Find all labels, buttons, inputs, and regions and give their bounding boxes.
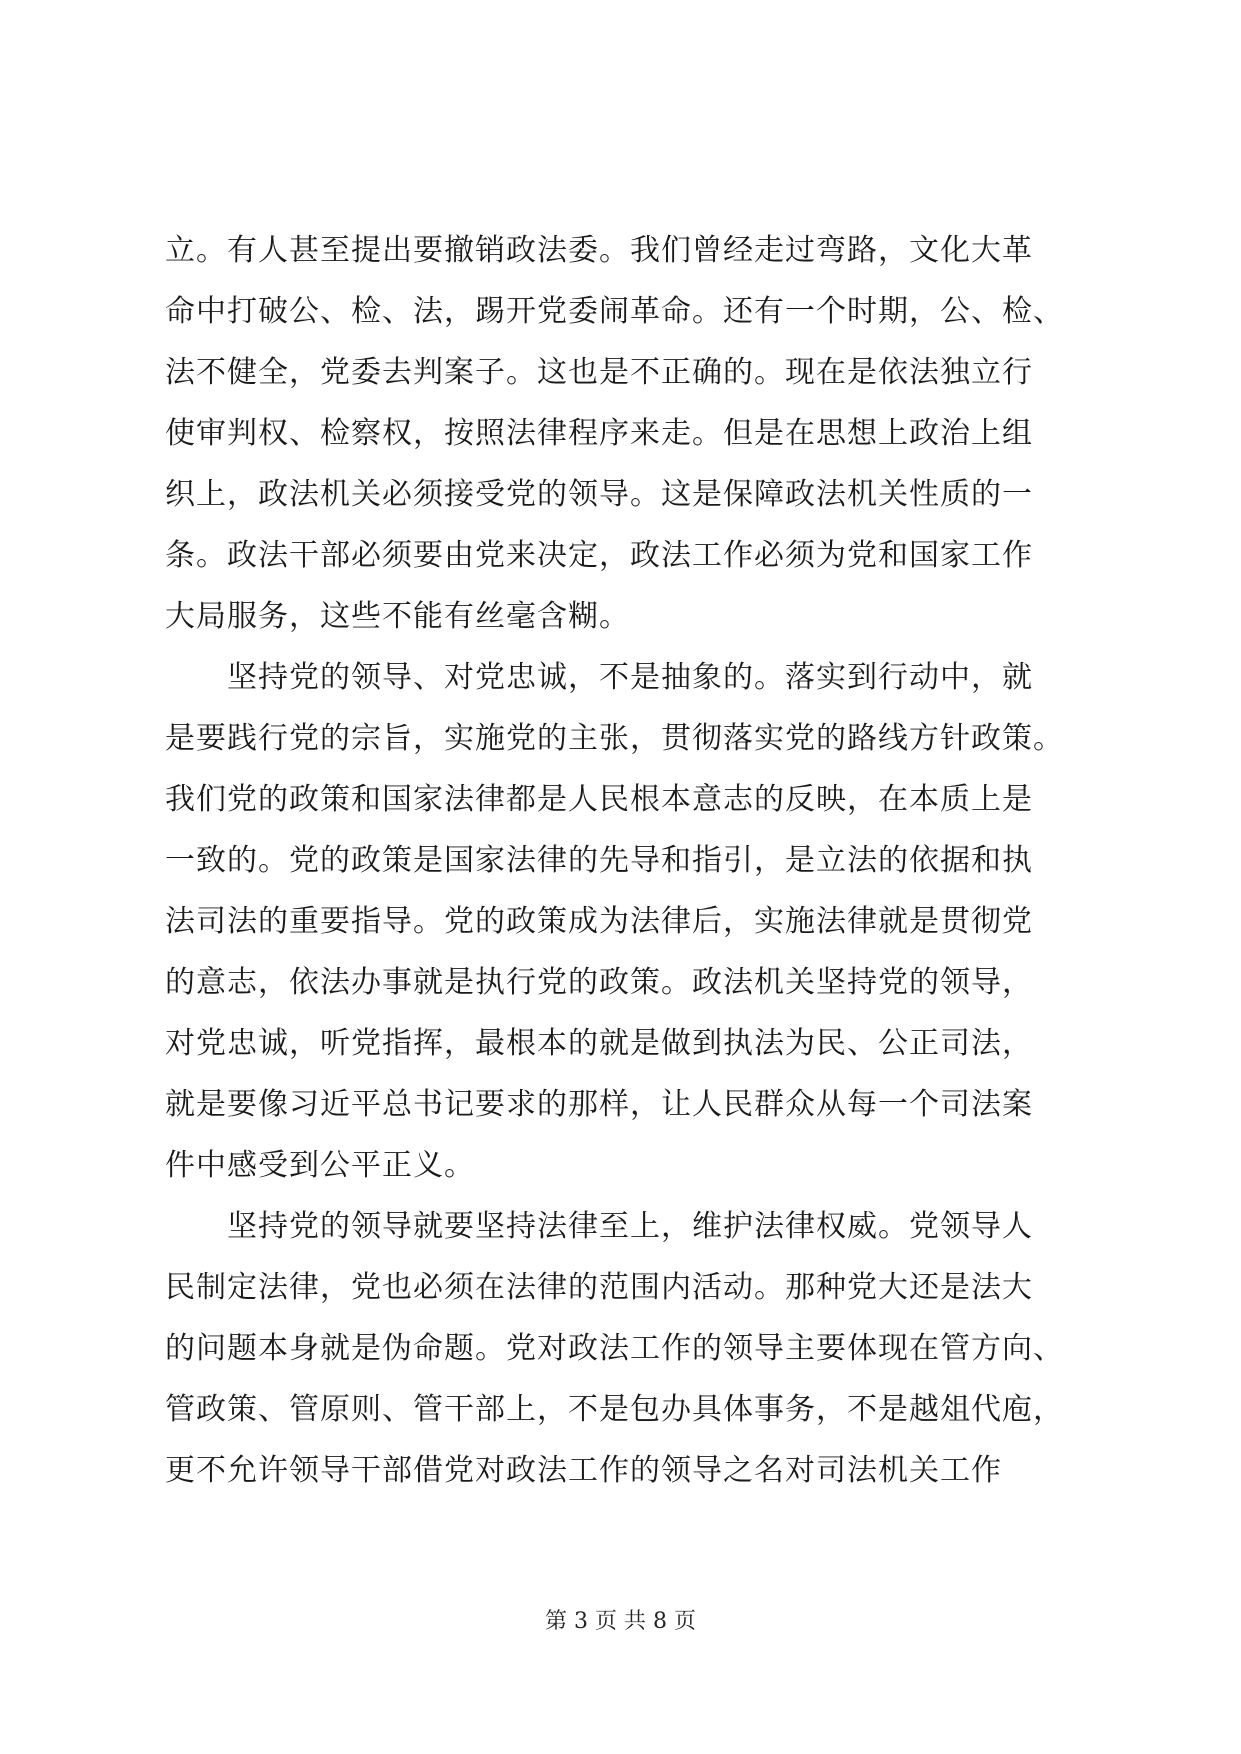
text-line: 法司法的重要指导。党的政策成为法律后，实施法律就是贯彻党 [165, 904, 1033, 939]
text-line: 是要践行党的宗旨，实施党的主张，贯彻落实党的路线方针政策。 [165, 721, 1064, 756]
text-line: 一致的。党的政策是国家法律的先导和指引，是立法的依据和执 [165, 843, 1033, 878]
text-line: 管政策、管原则、管干部上，不是包办具体事务，不是越俎代庖， [165, 1392, 1064, 1427]
text-line: 民制定法律，党也必须在法律的范围内活动。那种党大还是法大 [165, 1270, 1033, 1305]
body-text [165, 220, 1080, 1501]
text-line: 坚持党的领导、对党忠诚，不是抽象的。落实到行动中，就 [165, 660, 1033, 695]
text-line: 坚持党的领导就要坚持法律至上，维护法律权威。党领导人 [165, 1209, 1033, 1244]
text-line: 大局服务，这些不能有丝毫含糊。 [165, 599, 630, 634]
page-footer [0, 1604, 1241, 1635]
text-line: 法不健全，党委去判案子。这也是不正确的。现在是依法独立行 [165, 355, 1033, 390]
text-line: 立。有人甚至提出要撤销政法委。我们曾经走过弯路，文化大革 [165, 233, 1033, 268]
text-line: 就是要像习近平总书记要求的那样，让人民群众从每一个司法案 [165, 1087, 1033, 1122]
text-line: 的意志，依法办事就是执行党的政策。政法机关坚持党的领导， [165, 965, 1033, 1000]
text-line: 使审判权、检察权，按照法律程序来走。但是在思想上政治上组 [165, 416, 1033, 451]
text-line: 对党忠诚，听党指挥，最根本的就是做到执法为民、公正司法， [165, 1026, 1033, 1061]
text-line: 更不允许领导干部借党对政法工作的领导之名对司法机关工作 [165, 1453, 1002, 1488]
text-line: 我们党的政策和国家法律都是人民根本意志的反映，在本质上是 [165, 782, 1033, 817]
page-number-label: 第 3 页 共 8 页 [545, 1609, 696, 1634]
text-line: 件中感受到公平正义。 [165, 1148, 475, 1183]
text-line: 命中打破公、检、法，踢开党委闹革命。还有一个时期，公、检、 [165, 294, 1064, 329]
text-line: 条。政法干部必须要由党来决定，政法工作必须为党和国家工作 [165, 538, 1033, 573]
text-line: 的问题本身就是伪命题。党对政法工作的领导主要体现在管方向、 [165, 1331, 1064, 1366]
text-line: 织上，政法机关必须接受党的领导。这是保障政法机关性质的一 [165, 477, 1033, 512]
